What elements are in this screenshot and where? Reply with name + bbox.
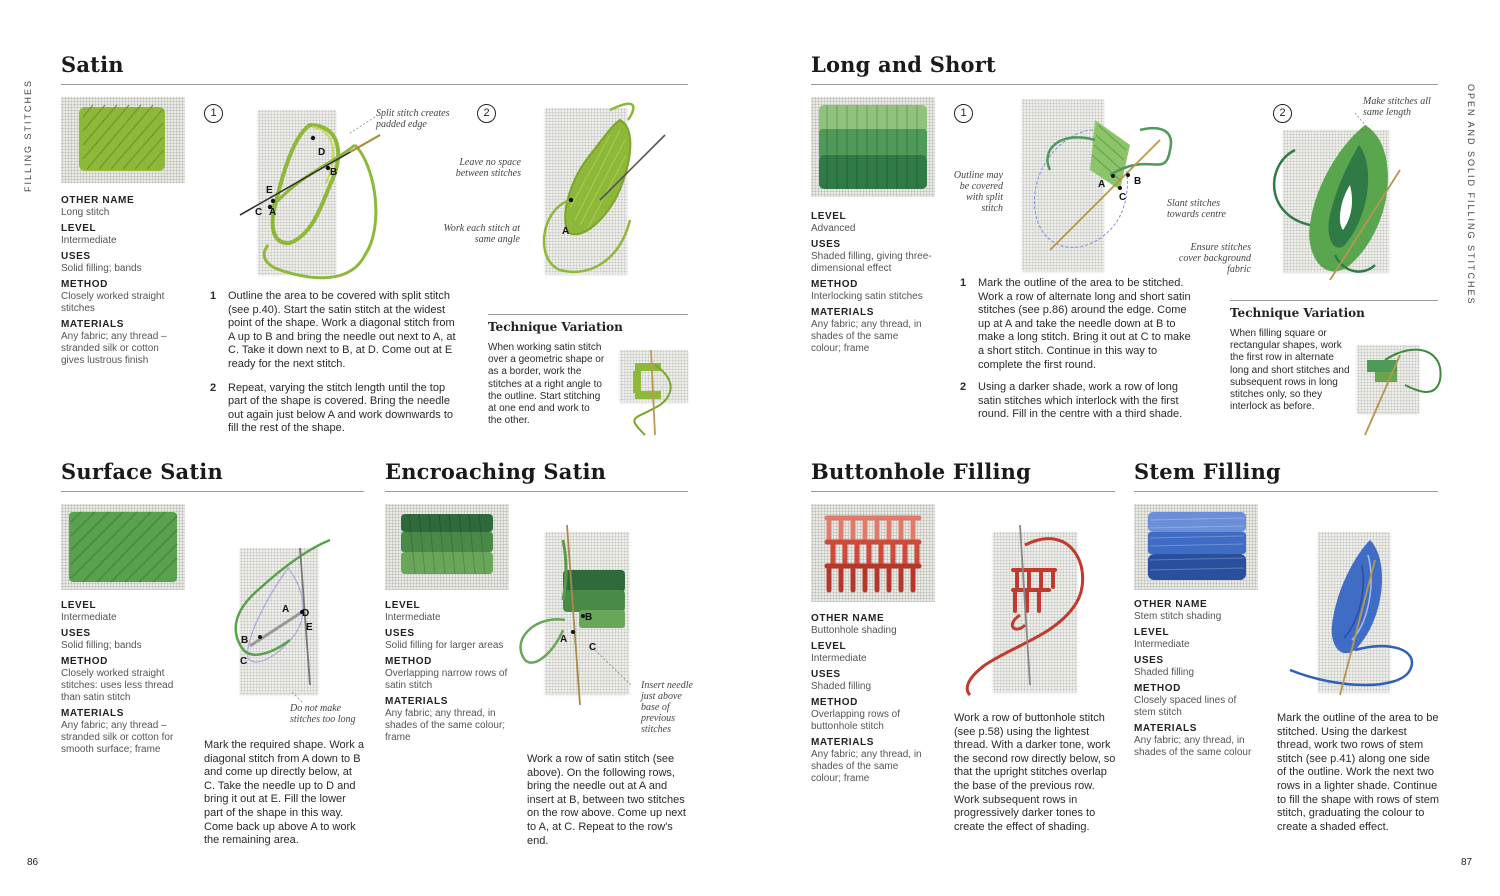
meta-value: Closely worked straight stitches: uses less thread than satin stitch (61, 668, 174, 703)
instruction-step (210, 290, 462, 372)
stitch-swatch (61, 504, 185, 590)
instruction-step (960, 277, 1196, 372)
meta-value: Shaded filling (811, 681, 872, 692)
step-number-badge: 2 (1273, 104, 1292, 123)
meta-value: Intermediate (385, 612, 441, 623)
meta-value: Any fabric; any thread – stranded silk or cotton gives lustrous finish (61, 331, 167, 366)
variation-rule (488, 314, 688, 315)
point-label: A (269, 207, 277, 218)
point-label: E (266, 185, 273, 196)
step-text: Repeat, varying the stitch length until the top part of the shape is covered. Bring the needle out again just below A and work downwards to fill the rest of the shape. (228, 381, 454, 435)
meta-value: Intermediate (61, 235, 117, 246)
stem-diagram (1280, 520, 1460, 720)
page-number-left: 86 (27, 857, 39, 868)
section-title: Satin (61, 52, 124, 77)
title-rule (811, 491, 1115, 492)
meta-label: OTHER NAME (811, 613, 885, 624)
meta-label: METHOD (385, 656, 432, 667)
caption: Do not make stitches too long (290, 703, 356, 725)
point-label: C (589, 642, 597, 653)
step-number-badge: 1 (204, 104, 223, 123)
meta-value: Buttonhole shading (811, 625, 897, 636)
point-label: A (282, 604, 290, 615)
surface-satin-diagram (210, 530, 360, 720)
variation-diagram (615, 335, 695, 445)
meta-value: Shaded filling (1134, 667, 1195, 678)
caption: Slant stitches towards centre (1167, 198, 1226, 220)
meta-value: Intermediate (1134, 639, 1190, 650)
meta-value: Solid filling; bands (61, 263, 142, 274)
satin-step2-diagram (500, 100, 700, 290)
meta-label: USES (61, 628, 91, 639)
meta-label: LEVEL (1134, 627, 1170, 638)
variation-text: When working satin stitch over a geometric shape or as a border, work the stitches at a right angle to the outline. Start stitching at one end and work to the other. (488, 342, 605, 427)
instruction-steps (960, 277, 1196, 422)
meta-label: MATERIALS (1134, 723, 1197, 734)
caption: Insert needle just above base of previous stitches (641, 680, 693, 735)
instruction-text: Mark the required shape. Work a diagonal stitch from A down to B and come up directly below, at C. Take the needle up to D and bring it out at E. Fill the lower part of the shape in this way. Come back up above A to work the remaining area. (204, 739, 364, 847)
meta-label: USES (811, 669, 841, 680)
point-label: B (241, 635, 249, 646)
meta-label: USES (385, 628, 415, 639)
meta-value: Any fabric; any thread, in shades of the same colour; frame (811, 319, 922, 354)
step-text: Using a darker shade, work a row of long satin stitches which interlock with the first round. Fill in the centre with a third shade. (978, 381, 1183, 421)
meta-value: Overlapping rows of buttonhole stitch (811, 709, 900, 732)
caption: Ensure stitches cover background fabric (1178, 242, 1251, 275)
longshort-step2-diagram (1255, 105, 1435, 305)
point-label: A (560, 634, 568, 645)
meta-label: LEVEL (61, 600, 97, 611)
point-label: C (240, 656, 248, 667)
caption: Split stitch creates padded edge (376, 108, 450, 130)
meta-label: MATERIALS (811, 307, 874, 318)
instruction-step (960, 381, 1196, 422)
meta-label: OTHER NAME (61, 195, 135, 206)
stitch-swatch (811, 504, 935, 602)
meta-label: MATERIALS (385, 696, 448, 707)
title-rule (61, 84, 688, 85)
meta-label: LEVEL (811, 641, 847, 652)
stem-swatch-graphic (1134, 504, 1258, 590)
point-label: C (1119, 192, 1127, 203)
caption: Leave no space between stitches (455, 157, 521, 179)
meta-value: Any fabric; any thread, in shades of the same colour; frame (811, 749, 922, 784)
meta-label: MATERIALS (811, 737, 874, 748)
instruction-steps (210, 290, 462, 436)
section-title: Long and Short (811, 52, 996, 77)
step-text: Outline the area to be covered with split stitch (see p.40). Start the satin stitch at the widest point of the shape. Work a diagonal stitch from A up to B and bring the needle out next to A, at C. Take it down next to B, at D. Come out at E ready for the next stitch. (228, 290, 456, 370)
meta-label: METHOD (61, 279, 108, 290)
meta-label: MATERIALS (61, 708, 124, 719)
meta-value: Interlocking satin stitches (811, 291, 923, 302)
meta-value: Solid filling; bands (61, 640, 142, 651)
title-rule (811, 84, 1438, 85)
section-title: Stem Filling (1134, 459, 1281, 484)
point-label: D (302, 608, 310, 619)
meta-label: OTHER NAME (1134, 599, 1208, 610)
stitch-swatch (1134, 504, 1258, 590)
step-number: 2 (210, 381, 217, 394)
variation-title: Technique Variation (488, 320, 623, 334)
title-rule (385, 491, 688, 492)
meta-value: Long stitch (61, 207, 110, 218)
meta-label: METHOD (61, 656, 108, 667)
step-number-badge: 1 (954, 104, 973, 123)
meta-label: LEVEL (811, 211, 847, 222)
step-number: 1 (210, 290, 217, 302)
meta-value: Any fabric; any thread, in shades of the same colour; frame (385, 708, 506, 743)
meta-label: USES (61, 251, 91, 262)
side-label-left: FILLING STITCHES (23, 78, 33, 192)
meta-label: MATERIALS (61, 319, 124, 330)
step-number: 2 (960, 381, 967, 394)
meta-label: METHOD (811, 697, 858, 708)
step-number: 1 (960, 277, 967, 289)
caption: Work each stitch at same angle (443, 223, 520, 245)
meta-list (385, 597, 515, 747)
stitch-swatch (811, 97, 935, 197)
meta-value: Advanced (811, 223, 856, 234)
step-text: Mark the outline of the area to be stitched. Work a row of alternate long and short satin stitches (see p.86) around the edge. Come up at A and take the needle down at B to make a long stitch. Bring it out at C to make a short stitch. Continue in this way to complete the first round. (978, 277, 1191, 371)
point-label: C (255, 207, 263, 218)
meta-value: Overlapping narrow rows of satin stitch (385, 668, 508, 691)
meta-list (1134, 596, 1264, 762)
point-label: E (306, 622, 313, 633)
buttonhole-diagram (945, 515, 1145, 715)
meta-value: Any fabric; any thread – stranded silk or cotton for smooth surface; frame (61, 720, 174, 755)
meta-list (811, 208, 941, 358)
meta-label: USES (811, 239, 841, 250)
buttonhole-swatch-graphic (811, 504, 935, 602)
meta-value: Intermediate (61, 612, 117, 623)
longshort-swatch-graphic (811, 97, 935, 197)
variation-diagram (1345, 330, 1445, 440)
meta-label: METHOD (1134, 683, 1181, 694)
title-rule (61, 491, 364, 492)
meta-list (61, 192, 191, 370)
longshort-step1-diagram (1000, 90, 1200, 280)
section-title: Surface Satin (61, 459, 223, 484)
satin-swatch-graphic (61, 97, 185, 183)
meta-value: Shaded filling, giving three-dimensional effect (811, 251, 932, 274)
title-rule (1134, 491, 1438, 492)
meta-value: Intermediate (811, 653, 867, 664)
meta-label: USES (1134, 655, 1164, 666)
point-label: B (1134, 176, 1142, 187)
side-label-right: OPEN AND SOLID FILLING STITCHES (1466, 84, 1476, 306)
meta-value: Stem stitch shading (1134, 611, 1222, 622)
caption: Outline may be covered with split stitch (953, 170, 1003, 214)
stitch-swatch (385, 504, 509, 590)
meta-list (811, 610, 941, 788)
meta-label: LEVEL (385, 600, 421, 611)
meta-value: Closely spaced lines of stem stitch (1134, 695, 1237, 718)
section-title: Buttonhole Filling (811, 459, 1031, 484)
instruction-text: Mark the outline of the area to be stitched. Using the darkest thread, work two rows of stem stitch (see p.41) along one side of the outline. Work the next two rows in a lighter shade. Continue to fill the shape with rows of stem stitch, graduating the colour to create a shaded effect. (1277, 712, 1440, 833)
meta-label: LEVEL (61, 223, 97, 234)
section-title: Encroaching Satin (385, 459, 607, 484)
meta-value: Solid filling for larger areas (385, 640, 504, 651)
page-number-right: 87 (1461, 857, 1473, 868)
encroaching-swatch-graphic (385, 504, 509, 590)
instruction-text: Work a row of satin stitch (see above). On the following rows, bring the needle out at A and insert at B, between two stitches on the row above. Come up next to A, at C. Repeat to the row's end. (527, 753, 686, 847)
variation-text: When filling square or rectangular shapes, work the first row in alternate long and short stitches and subsequent rows in long stitches only, so they interlock as before. (1230, 328, 1350, 413)
caption: Make stitches all same length (1363, 96, 1431, 118)
point-label: D (318, 147, 326, 158)
instruction-step (210, 382, 462, 436)
point-label: B (585, 612, 593, 623)
meta-value: Closely worked straight stitches (61, 291, 165, 314)
point-label: A (1098, 179, 1106, 190)
variation-title: Technique Variation (1230, 306, 1365, 320)
instruction-text: Work a row of buttonhole stitch (see p.58) using the lightest thread. With a darker tone, work the second row directly below, so that the upright stitches overlap the base of the previous row. Work subsequent rows in progressively darker tones to create the effect of shading. (954, 712, 1116, 833)
meta-label: METHOD (811, 279, 858, 290)
stitch-swatch (61, 97, 185, 183)
point-label: B (330, 167, 338, 178)
variation-rule (1230, 300, 1438, 301)
point-label: A (562, 226, 570, 237)
meta-value: Any fabric; any thread, in shades of the same colour (1134, 735, 1252, 758)
surface-swatch-graphic (61, 504, 185, 590)
meta-list (61, 597, 191, 759)
step-number-badge: 2 (477, 104, 496, 123)
